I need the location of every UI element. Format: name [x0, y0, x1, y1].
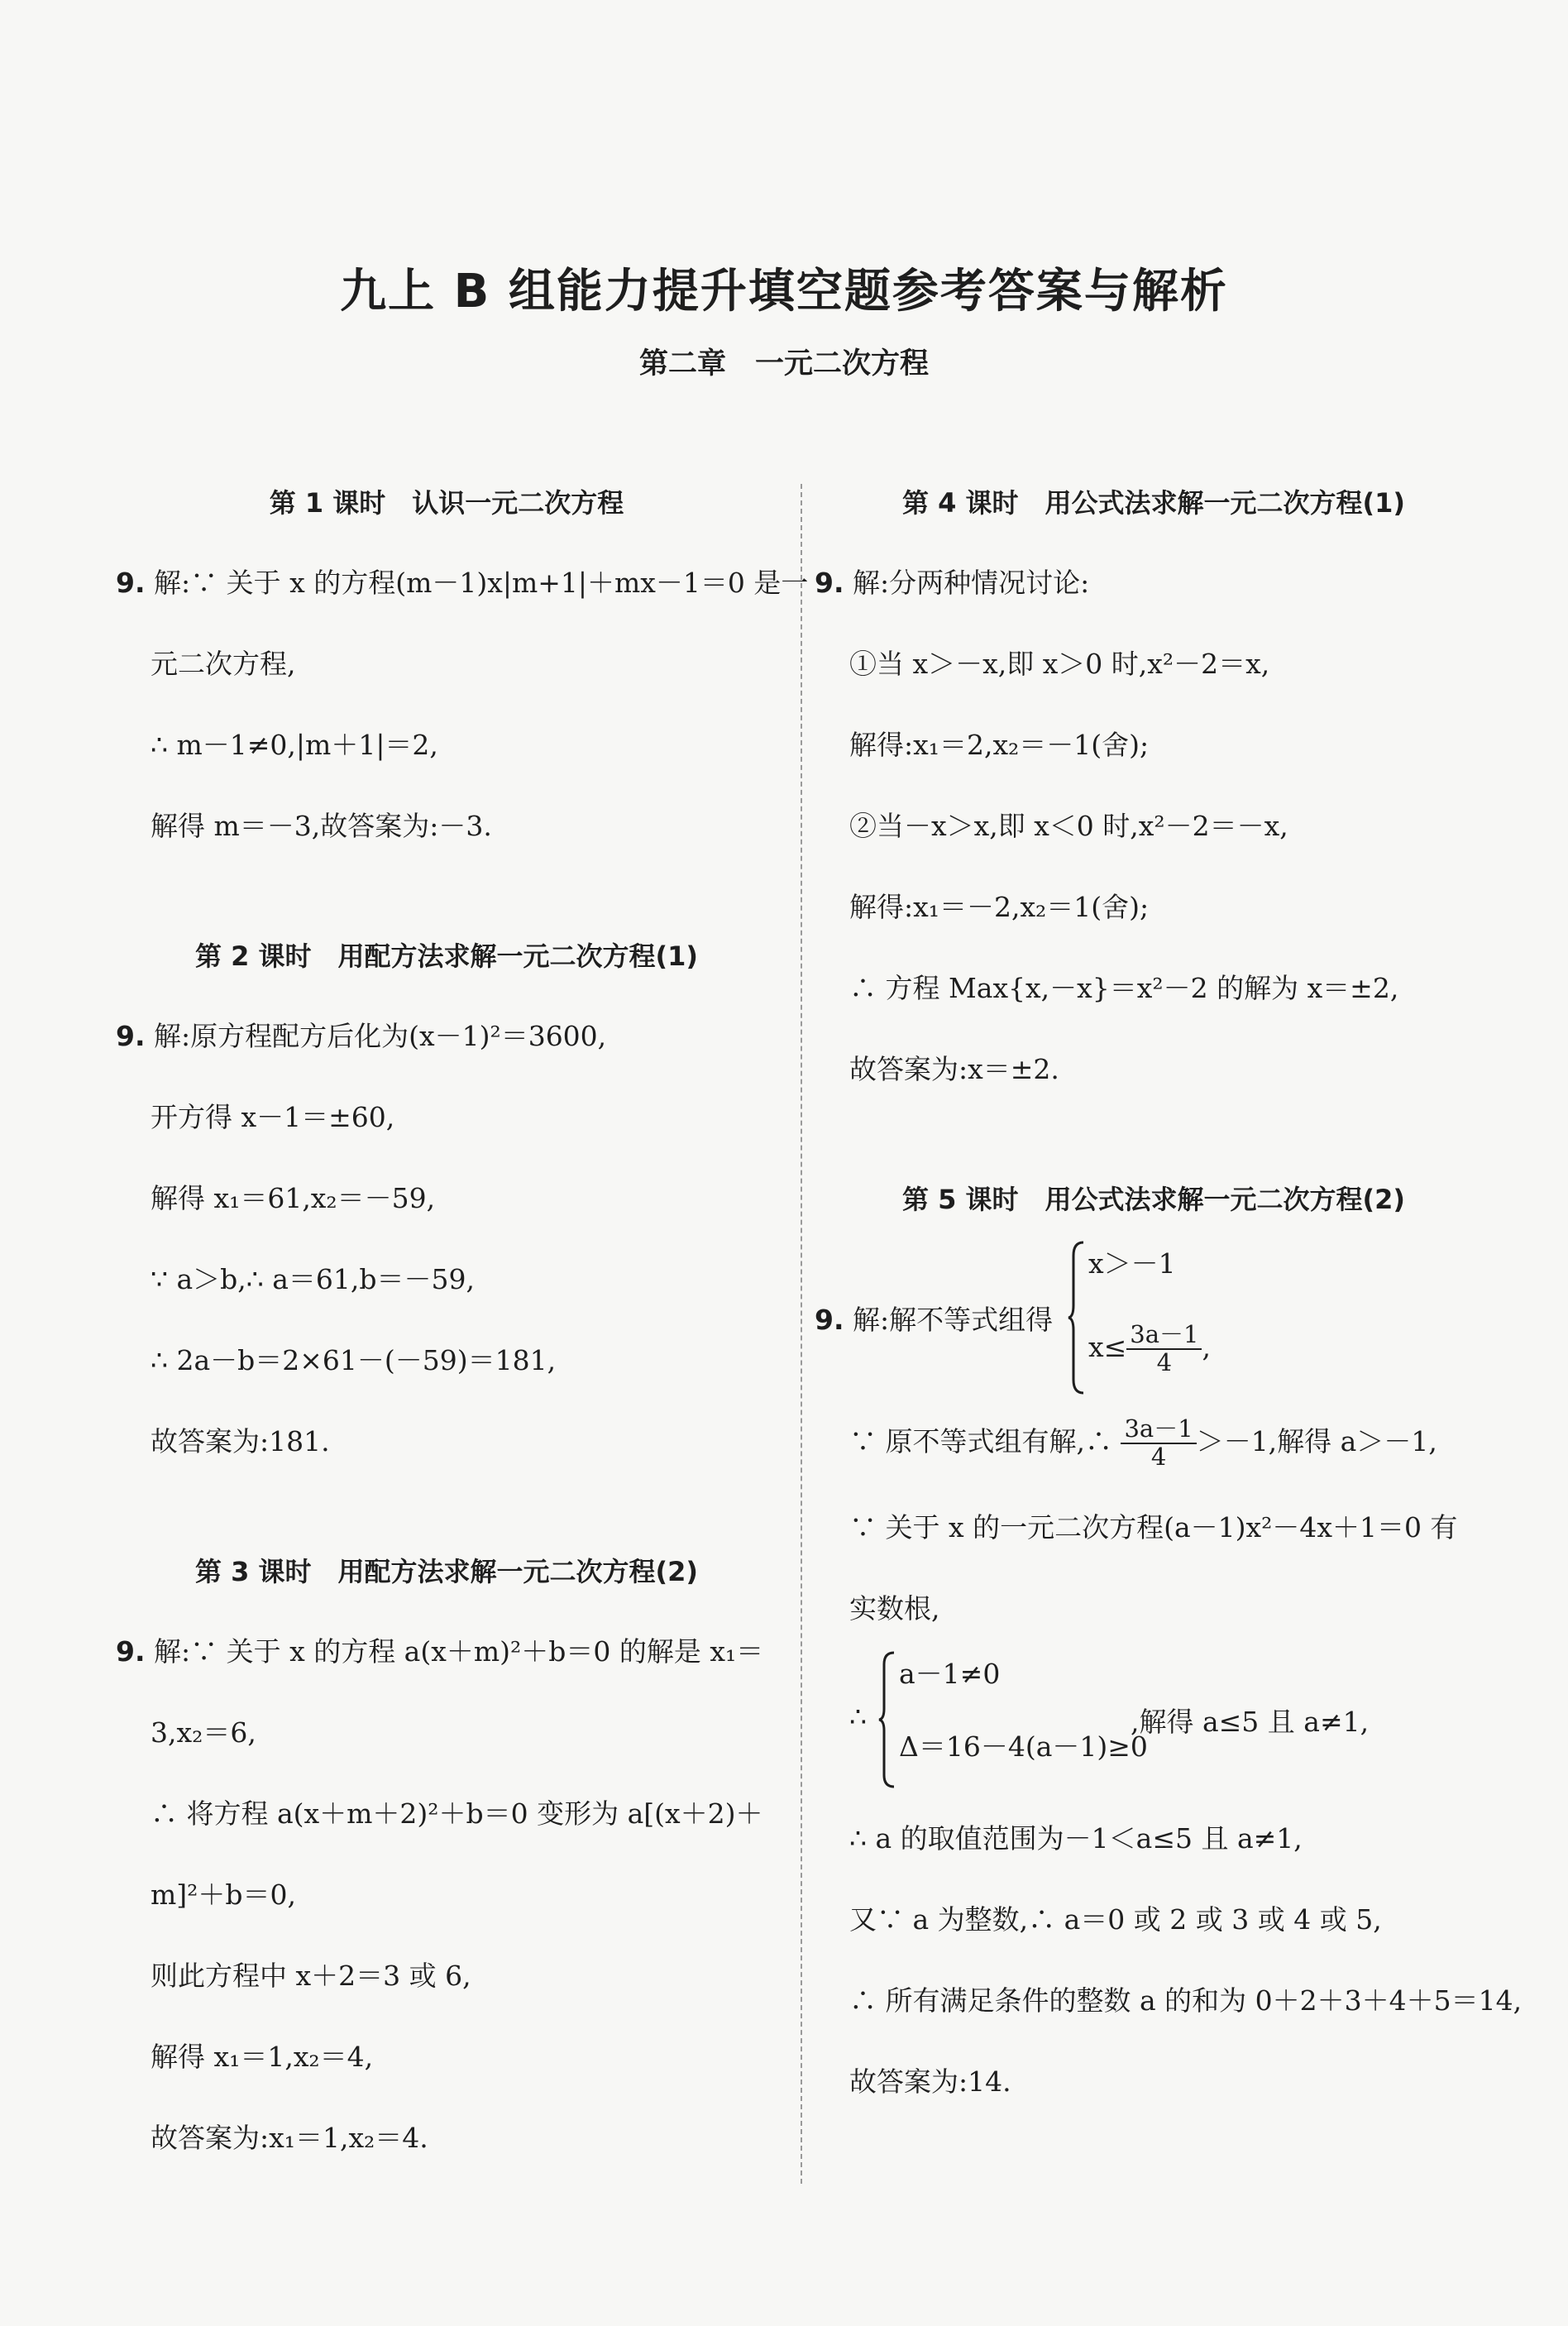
answer-line: 又∵ a 为整数,∴ a＝0 或 2 或 3 或 4 或 5, [849, 1903, 1382, 1936]
left-brace-icon [877, 1649, 897, 1790]
answer-line: 解得 x₁＝1,x₂＝4, [151, 2041, 374, 2073]
right-column [815, 463, 1523, 2123]
answer-line: ∴ 2a－b＝2×61－(－59)＝181, [151, 1344, 557, 1376]
answer-line: ∴ 所有满足条件的整数 a 的和为 0＋2＋3＋4＋5＝14, [849, 1984, 1523, 2017]
answer-line: ∴ 方程 Max{x,－x}＝x²－2 的解为 x＝±2, [849, 972, 1399, 1004]
page-title: 九上 B 组能力提升填空题参考答案与解析 [340, 265, 1228, 318]
answer-line: 实数根, [849, 1592, 940, 1625]
section-heading-lesson-2: 第 2 课时 用配方法求解一元二次方程(1) [194, 940, 699, 972]
answer-line: ∴ m－1≠0,|m＋1|＝2, [151, 729, 438, 761]
answer-line: 则此方程中 x＋2＝3 或 6, [151, 1960, 471, 1992]
answer-line: 故答案为:x＝±2. [849, 1053, 1059, 1085]
answer-text: ,解得 a≤5 且 a≠1, [1131, 1706, 1370, 1738]
left-brace-icon [1067, 1239, 1087, 1396]
answer-line: ∵ 关于 x 的一元二次方程(a－1)x²－4x＋1＝0 有 [849, 1511, 1458, 1543]
answer-line: 解得 x₁＝61,x₂＝－59, [151, 1182, 436, 1214]
section-heading-lesson-5: 第 5 课时 用公式法求解一元二次方程(2) [901, 1184, 1406, 1215]
answer-line: 解得:x₁＝－2,x₂＝1(舍); [849, 891, 1150, 923]
answer-line [116, 543, 809, 624]
answer-line: ∴ 将方程 a(x＋m＋2)²＋b＝0 变形为 a[(x＋2)＋ [151, 1797, 763, 1830]
question-number: 9. [116, 567, 146, 599]
condition-2: Δ＝16－4(a－1)≥0 [899, 1730, 1148, 1763]
left-column [116, 463, 809, 2179]
answer-line [116, 1611, 777, 1692]
answer-text: 解:原方程配方后化为(x－1)²＝3600, [145, 1020, 607, 1052]
inequality-1: x＞－1 [1088, 1247, 1176, 1280]
answer-line: 故答案为:x₁＝1,x₂＝4. [151, 2122, 428, 2154]
answer-line: ∵ 原不等式组有解,∴ $\frac{3a-1}{4}$ ＞－1,解得 a＞－1, [849, 1414, 1437, 1471]
condition-1: a－1≠0 [899, 1658, 1001, 1690]
answer-line: ∴ a 的取值范围为－1＜a≤5 且 a≠1, [849, 1822, 1303, 1855]
answer-line: ∵ a＞b,∴ a＝61,b＝－59, [151, 1263, 476, 1295]
answer-line: 元二次方程, [151, 648, 296, 680]
fraction: $\frac{3a-1}{4}$ [1121, 1416, 1196, 1471]
answer-line: 故答案为:181. [151, 1425, 330, 1457]
answer-line: ①当 x＞－x,即 x＞0 时,x²－2＝x, [849, 648, 1270, 680]
answer-line: m]²＋b＝0, [151, 1879, 297, 1911]
answer-line: 3,x₂＝6, [151, 1716, 256, 1749]
answer-line: 解得:x₁＝2,x₂＝－1(舍); [849, 729, 1150, 761]
answer-text: 解:∵ 关于 x 的方程 a(x＋m)²＋b＝0 的解是 x₁＝ [145, 1635, 764, 1668]
answer-text: 解:∵ 关于 x 的方程(m－1)x|m+1|＋mx－1＝0 是一 [145, 567, 809, 599]
question-number: 9. [815, 567, 844, 599]
column-divider [801, 484, 802, 2184]
question-number: 9. [116, 1020, 146, 1052]
answer-line: ②当－x＞x,即 x＜0 时,x²－2＝－x, [849, 810, 1288, 842]
answer-line: 解得 m＝－3,故答案为:－3. [151, 810, 492, 842]
question-number: 9. [815, 1304, 844, 1336]
section-heading-lesson-3: 第 3 课时 用配方法求解一元二次方程(2) [194, 1556, 699, 1587]
answer-line: 开方得 x－1＝±60, [151, 1101, 395, 1133]
section-heading-lesson-4: 第 4 课时 用公式法求解一元二次方程(1) [901, 487, 1406, 519]
fraction: $\frac{3a-1}{4}$ [1126, 1322, 1202, 1376]
question-number: 9. [116, 1635, 146, 1668]
answer-line [815, 543, 1493, 624]
therefore-symbol: ∴ [849, 1701, 867, 1733]
answer-line: 故答案为:14. [849, 2065, 1011, 2098]
answer-text: 9. 解:解不等式组得 [815, 1304, 1054, 1336]
answer-text: 解:分两种情况讨论: [844, 567, 1090, 599]
section-heading-lesson-1: 第 1 课时 认识一元二次方程 [269, 487, 624, 519]
inequality-2: x≤ $\frac{3a-1}{4}$ , [1088, 1320, 1211, 1376]
chapter-title: 第二章 一元二次方程 [638, 347, 929, 380]
condition-system-row [849, 1649, 1493, 1798]
inequality-system-row [815, 1239, 1493, 1396]
answer-line [116, 996, 777, 1077]
